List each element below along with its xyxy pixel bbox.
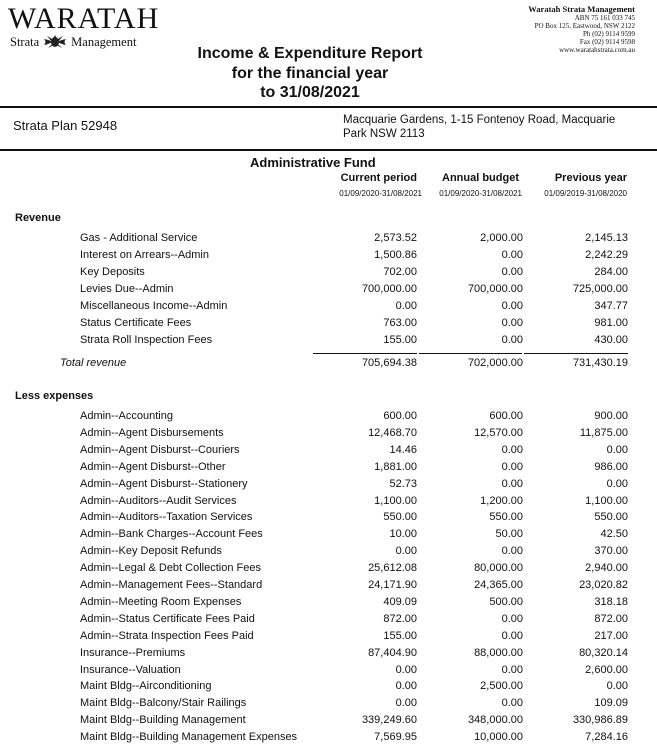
company-abn: ABN 75 161 033 745 — [574, 14, 635, 22]
expense-row — [0, 647, 657, 664]
revenue-row — [0, 232, 657, 249]
revenue-row — [0, 300, 657, 317]
expense-budget: 80,000.00 — [474, 562, 523, 575]
expense-budget: 0.00 — [501, 663, 523, 676]
expense-row — [0, 630, 657, 647]
expense-previous: 80,320.14 — [579, 646, 628, 659]
expense-budget: 0.00 — [501, 477, 523, 490]
expense-previous: 986.00 — [594, 460, 628, 473]
expense-row — [0, 427, 657, 444]
revenue-budget: 0.00 — [501, 300, 523, 312]
expense-current: 25,612.08 — [368, 562, 417, 575]
expense-row — [0, 478, 657, 495]
expense-label: Insurance--Premiums — [80, 646, 186, 659]
expense-budget: 600.00 — [489, 410, 523, 422]
expense-current: 12,468.70 — [368, 426, 417, 439]
expense-previous: 42.50 — [600, 528, 628, 541]
expense-previous: 550.00 — [594, 511, 628, 524]
expense-previous: 109.09 — [594, 697, 628, 710]
expense-row — [0, 664, 657, 681]
expense-budget: 0.00 — [501, 612, 523, 625]
expense-previous: 2,940.00 — [585, 562, 628, 575]
report-title — [175, 44, 445, 103]
expense-previous: 330,986.89 — [572, 714, 628, 727]
expense-budget: 2,500.00 — [480, 680, 523, 693]
expense-label: Insurance--Valuation — [80, 663, 181, 676]
revenue-label: Status Certificate Fees — [80, 317, 192, 329]
expense-row — [0, 495, 657, 512]
plan-divider — [0, 149, 657, 151]
logo-right-text: Management — [71, 34, 137, 49]
expense-budget: 550.00 — [489, 511, 523, 524]
expense-current: 550.00 — [383, 511, 417, 524]
company-po-box: PO Box 125, Eastwood, NSW 2122 — [534, 22, 635, 30]
expense-current: 0.00 — [395, 697, 417, 710]
expense-label: Admin--Management Fees--Standard — [80, 579, 263, 591]
expense-current: 52.73 — [389, 477, 417, 490]
revenue-budget: 0.00 — [501, 266, 523, 278]
expense-label: Admin--Legal & Debt Collection Fees — [80, 562, 261, 575]
revenue-budget: 0.00 — [501, 249, 523, 261]
expense-label: Maint Bldg--Building Management — [80, 714, 246, 727]
expense-row — [0, 562, 657, 579]
expense-current: 14.46 — [389, 443, 417, 456]
total-rule-current — [313, 353, 417, 354]
revenue-current: 155.00 — [383, 334, 417, 346]
expense-label: Maint Bldg--Balcony/Stair Railings — [80, 697, 247, 710]
expense-budget: 0.00 — [501, 629, 523, 642]
company-details — [528, 5, 635, 54]
expense-budget: 348,000.00 — [467, 714, 523, 727]
expense-previous: 7,284.16 — [585, 731, 628, 744]
expense-previous: 217.00 — [594, 629, 628, 642]
expense-row — [0, 714, 657, 731]
expense-current: 1,100.00 — [374, 494, 417, 507]
expense-row — [0, 697, 657, 714]
report-title-line2: for the financial year — [231, 64, 389, 82]
expense-budget: 12,570.00 — [474, 426, 523, 439]
revenue-previous: 725,000.00 — [572, 283, 628, 295]
expense-current: 0.00 — [395, 545, 417, 558]
total-revenue-label: Total revenue — [60, 357, 127, 369]
revenue-budget: 0.00 — [501, 317, 523, 329]
expense-label: Admin--Agent Disbursements — [80, 426, 224, 439]
revenue-current: 700,000.00 — [361, 283, 417, 295]
expense-label: Admin--Strata Inspection Fees Paid — [80, 629, 254, 642]
total-rule-previous — [524, 353, 628, 354]
revenue-previous: 284.00 — [594, 266, 628, 278]
expense-budget: 0.00 — [501, 460, 523, 473]
total-rule-budget — [419, 353, 522, 354]
revenue-label: Key Deposits — [80, 266, 145, 278]
expense-previous: 23,020.82 — [579, 579, 628, 591]
revenue-previous: 347.77 — [594, 300, 628, 312]
expense-label: Admin--Key Deposit Refunds — [80, 545, 222, 558]
expense-current: 87,404.90 — [368, 646, 417, 659]
expense-budget: 0.00 — [501, 697, 523, 710]
expense-previous: 11,875.00 — [579, 426, 628, 439]
expense-label: Admin--Agent Disburst--Stationery — [80, 477, 248, 490]
expense-budget: 0.00 — [501, 443, 523, 456]
revenue-budget: 0.00 — [501, 334, 523, 346]
expense-previous: 0.00 — [606, 680, 628, 693]
expense-label: Maint Bldg--Building Management Expenses — [80, 731, 298, 744]
expense-budget: 10,000.00 — [474, 731, 523, 744]
revenue-current: 1,500.86 — [374, 249, 417, 261]
expense-previous: 318.18 — [594, 595, 628, 608]
expense-previous: 0.00 — [606, 477, 628, 490]
expense-current: 409.09 — [383, 595, 417, 608]
revenue-row — [0, 334, 657, 351]
revenue-budget: 2,000.00 — [480, 232, 523, 244]
revenue-previous: 2,242.29 — [585, 249, 628, 261]
expense-previous: 2,600.00 — [585, 663, 628, 676]
expense-budget: 24,365.00 — [474, 579, 523, 591]
revenue-label: Gas - Additional Service — [80, 232, 198, 244]
expense-label: Maint Bldg--Airconditioning — [80, 680, 212, 693]
revenue-current: 0.00 — [395, 300, 417, 312]
expense-previous: 900.00 — [594, 410, 628, 422]
revenue-row — [0, 283, 657, 300]
expense-current: 7,569.95 — [374, 731, 417, 744]
expense-budget: 0.00 — [501, 545, 523, 558]
expense-budget: 88,000.00 — [474, 646, 523, 659]
revenue-previous: 981.00 — [594, 317, 628, 329]
expense-label: Admin--Accounting — [80, 410, 173, 422]
property-address-line1: Macquarie Gardens, 1-15 Fontenoy Road, Macquarie — [343, 114, 616, 126]
expense-row — [0, 545, 657, 562]
expense-previous: 370.00 — [594, 545, 628, 558]
expense-current: 24,171.90 — [368, 579, 417, 591]
expense-row — [0, 461, 657, 478]
expense-label: Admin--Meeting Room Expenses — [80, 595, 242, 608]
expense-current: 10.00 — [389, 528, 417, 541]
expense-row — [0, 731, 657, 748]
revenue-label: Levies Due--Admin — [80, 283, 174, 295]
expense-current: 155.00 — [383, 629, 417, 642]
expense-current: 339,249.60 — [361, 714, 417, 727]
column-header-budget: Annual budget — [442, 172, 519, 184]
waratah-flower-icon — [42, 34, 68, 50]
revenue-previous: 430.00 — [594, 334, 628, 346]
expense-row — [0, 410, 657, 427]
revenue-label: Miscellaneous Income--Admin — [80, 300, 228, 312]
revenue-row — [0, 266, 657, 283]
expense-previous: 1,100.00 — [585, 494, 628, 507]
expense-current: 600.00 — [383, 410, 417, 422]
total-revenue-budget: 702,000.00 — [467, 357, 523, 369]
company-fax: Fax (02) 9114 9598 — [579, 38, 635, 46]
expense-label: Admin--Status Certificate Fees Paid — [80, 612, 255, 625]
expense-row — [0, 528, 657, 545]
strata-plan-label: Strata Plan 52948 — [13, 118, 118, 133]
revenue-label: Interest on Arrears--Admin — [80, 249, 209, 261]
expense-current: 0.00 — [395, 663, 417, 676]
revenue-current: 2,573.52 — [374, 232, 417, 244]
expense-row — [0, 680, 657, 697]
revenue-budget: 700,000.00 — [467, 283, 523, 295]
report-title-line3: to 31/08/2021 — [260, 84, 360, 101]
column-header-current: Current period — [340, 172, 417, 184]
revenue-previous: 2,145.13 — [585, 232, 628, 244]
column-dates-current: 01/09/2020-31/08/2021 — [339, 189, 422, 198]
revenue-row — [0, 249, 657, 266]
expense-budget: 1,200.00 — [480, 494, 523, 507]
expense-row — [0, 511, 657, 528]
company-name: Waratah Strata Management — [528, 4, 635, 14]
logo-left-text: Strata — [10, 34, 40, 49]
report-title-line1: Income & Expenditure Report — [197, 45, 423, 62]
expenses-heading: Less expenses — [15, 390, 94, 402]
company-phone: Ph (02) 9114 9599 — [582, 30, 635, 38]
total-revenue-previous: 731,430.19 — [572, 357, 628, 369]
expense-previous: 0.00 — [606, 443, 628, 456]
header-divider — [0, 106, 657, 108]
expense-budget: 500.00 — [489, 595, 523, 608]
company-logo-wordmark: WARATAH — [8, 2, 160, 35]
expense-label: Admin--Auditors--Taxation Services — [80, 511, 253, 524]
fund-title: Administrative Fund — [250, 155, 376, 170]
expense-current: 872.00 — [383, 612, 417, 625]
property-address — [343, 114, 633, 141]
revenue-current: 702.00 — [383, 266, 417, 278]
company-logo-subtitle — [10, 34, 136, 50]
expense-row — [0, 613, 657, 630]
company-website: www.waratahstrata.com.au — [559, 46, 635, 54]
total-revenue-current: 705,694.38 — [361, 357, 417, 369]
revenue-label: Strata Roll Inspection Fees — [80, 334, 213, 346]
property-address-line2: Park NSW 2113 — [343, 127, 425, 140]
expense-label: Admin--Auditors--Audit Services — [80, 494, 237, 507]
expense-label: Admin--Agent Disburst--Couriers — [80, 443, 240, 456]
column-dates-budget: 01/09/2020-31/08/2021 — [439, 189, 522, 198]
expense-row — [0, 579, 657, 596]
column-header-previous: Previous year — [554, 172, 627, 184]
column-dates-previous: 01/09/2019-31/08/2020 — [544, 189, 627, 198]
expense-label: Admin--Bank Charges--Account Fees — [80, 528, 263, 541]
expense-row — [0, 444, 657, 461]
expense-current: 1,881.00 — [374, 460, 417, 473]
revenue-heading: Revenue — [15, 212, 61, 224]
expense-row — [0, 596, 657, 613]
expense-budget: 50.00 — [495, 528, 523, 541]
expense-label: Admin--Agent Disburst--Other — [80, 460, 226, 473]
revenue-current: 763.00 — [383, 317, 417, 329]
expense-previous: 872.00 — [594, 612, 628, 625]
revenue-row — [0, 317, 657, 334]
expense-current: 0.00 — [395, 680, 417, 693]
